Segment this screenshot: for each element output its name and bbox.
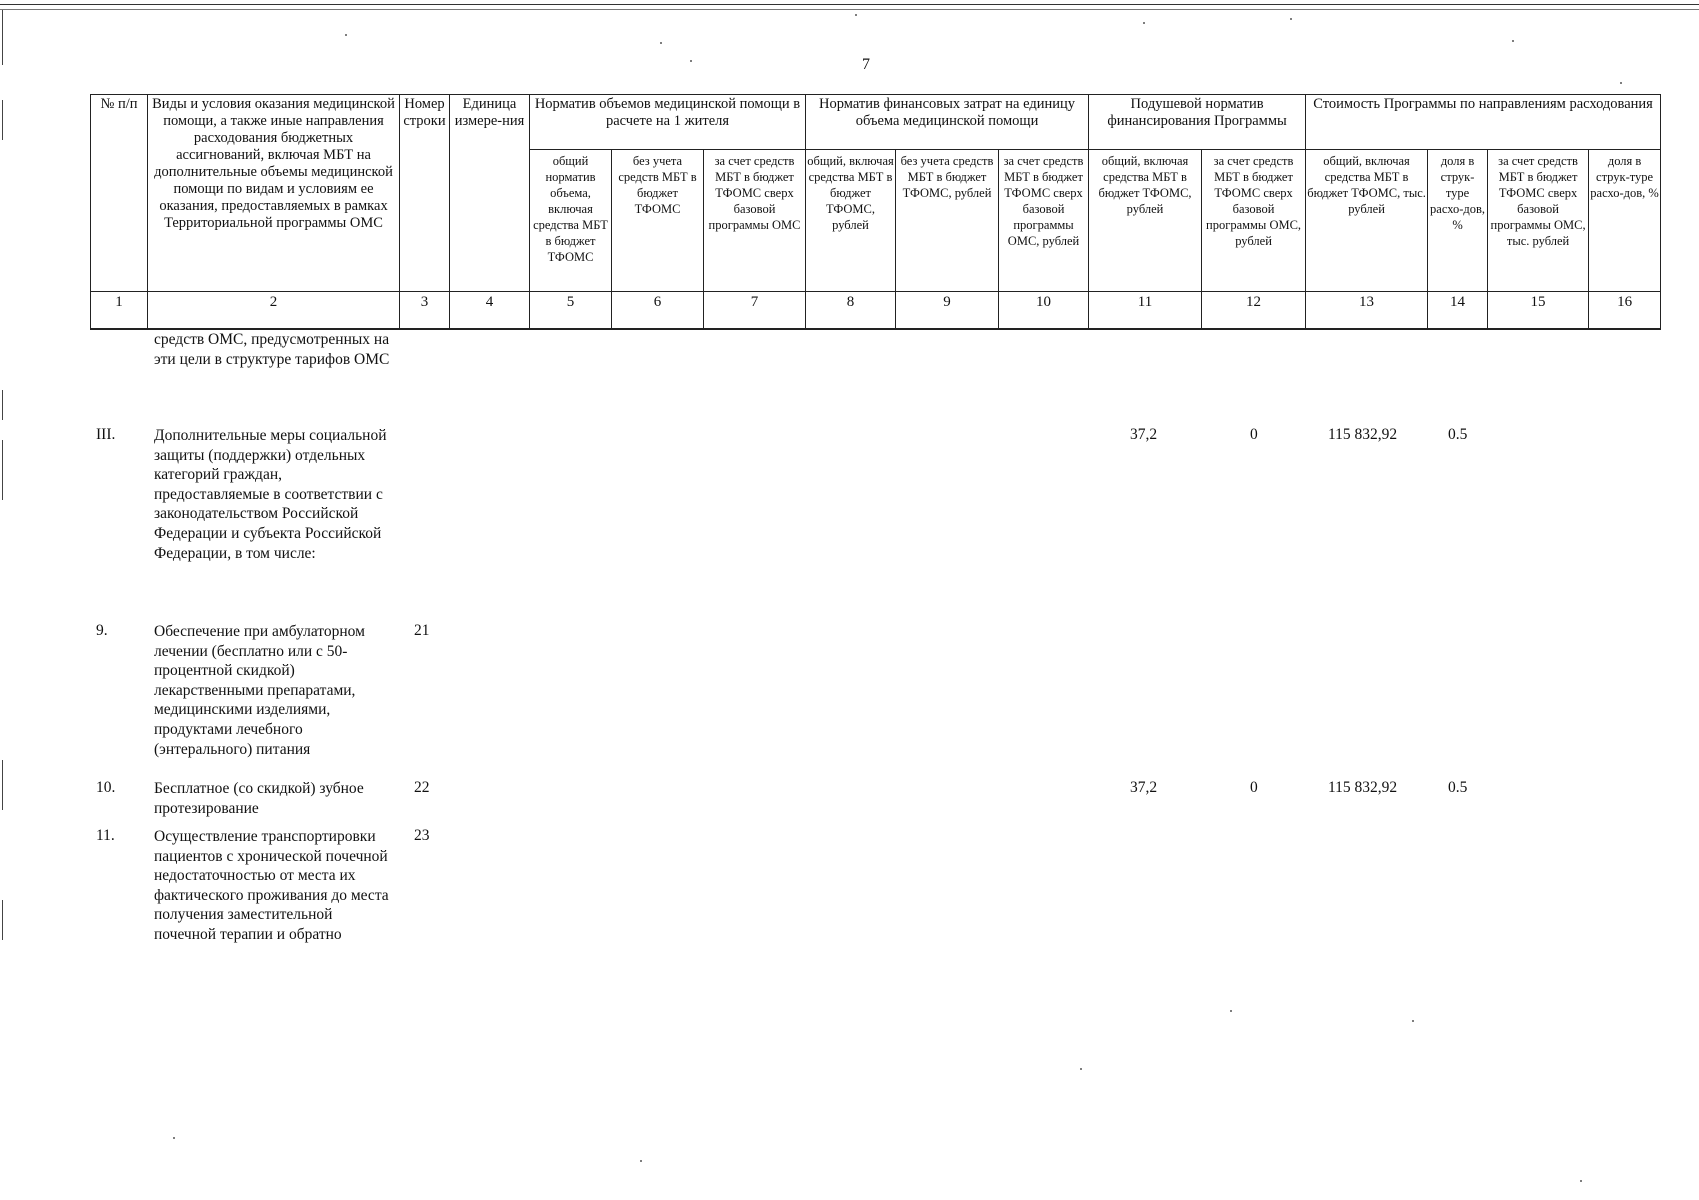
header-subcol: общий норматив объема, включая средства МБТ в бюджет ТФОМС [530, 150, 612, 292]
row-number: III. [96, 426, 116, 443]
column-number: 8 [806, 292, 896, 330]
header-subcol: за счет средств МБТ в бюджет ТФОМС сверх базовой программы ОМС, рублей [999, 150, 1089, 292]
header-subcol: доля в струк-туре расхо-дов, % [1428, 150, 1488, 292]
header-col-types: Виды и условия оказания медицинской помощи, а также иные направления расходования бюджетных ассигнований, включая МБТ на дополнительные объемы медицинской помощи по видам и условиям ее оказания, предоставляемых в рамках Территориальной программы ОМС [148, 95, 400, 292]
row-percapita-mbt: 0 [1250, 426, 1258, 443]
scan-speck [1580, 1180, 1582, 1182]
scan-speck [1412, 1020, 1414, 1022]
row-cost-total: 115 832,92 [1328, 779, 1398, 796]
scan-top-border [0, 9, 1699, 10]
scan-speck [1230, 1010, 1232, 1012]
row-percapita-mbt: 0 [1250, 779, 1258, 796]
header-subcol: общий, включая средства МБТ в бюджет ТФОМС, рублей [806, 150, 896, 292]
scan-top-border [0, 4, 1699, 5]
column-number: 15 [1488, 292, 1589, 330]
row-number: 11. [96, 827, 115, 844]
column-number: 5 [530, 292, 612, 330]
column-number: 7 [704, 292, 806, 330]
scan-speck [1143, 22, 1145, 24]
column-number: 3 [400, 292, 450, 330]
scan-speck [1512, 40, 1514, 42]
row-percapita-total: 37,2 [1130, 426, 1158, 443]
row-text: Бесплатное (со скидкой) зубное протезирование [154, 780, 364, 817]
header-subcol: за счет средств МБТ в бюджет ТФОМС сверх базовой программы ОМС, рублей [1202, 150, 1306, 292]
header-col-number: № п/п [91, 95, 148, 292]
header-col-unit: Единица измере-ния [450, 95, 530, 292]
header-group-total: Стоимость Программы по направлениям расходования [1306, 95, 1661, 150]
row-cost-share: 0.5 [1448, 779, 1468, 796]
row-line-number: 22 [414, 779, 430, 796]
header-subcol: доля в струк-туре расхо-дов, % [1589, 150, 1661, 292]
table-header [90, 94, 1661, 330]
header-subcol: без учета средств МБТ в бюджет ТФОМС, рублей [896, 150, 999, 292]
column-number: 14 [1428, 292, 1488, 330]
column-number: 1 [91, 292, 148, 330]
row-text: средств ОМС, предусмотренных на эти цели в структуре тарифов ОМС [154, 331, 390, 368]
scan-speck [1620, 82, 1622, 84]
header-col-line: Номер строки [400, 95, 450, 292]
row-text: Дополнительные меры социальной защиты (поддержки) отдельных категорий граждан, предоставляемые в соответствии с законодательством Российской Федерации и субъекта Российской Федерации, в том числе: [154, 427, 387, 562]
header-group-cost: Норматив финансовых затрат на единицу объема медицинской помощи [806, 95, 1089, 150]
column-number: 10 [999, 292, 1089, 330]
row-line-number: 23 [414, 827, 430, 844]
scan-speck [660, 42, 662, 44]
row-percapita-total: 37,2 [1130, 779, 1158, 796]
column-number: 6 [612, 292, 704, 330]
row-cost-total: 115 832,92 [1328, 426, 1398, 443]
column-number: 13 [1306, 292, 1428, 330]
scan-speck [1290, 18, 1292, 20]
scan-left-edge [2, 100, 3, 140]
column-number: 9 [896, 292, 999, 330]
column-number: 16 [1589, 292, 1661, 330]
scan-speck [640, 1160, 642, 1162]
scan-speck [173, 1137, 175, 1139]
row-cost-share: 0.5 [1448, 426, 1468, 443]
scan-left-edge [2, 10, 3, 65]
scan-speck [855, 14, 857, 16]
scan-left-edge [2, 760, 3, 810]
header-subcol: за счет средств МБТ в бюджет ТФОМС сверх базовой программы ОМС [704, 150, 806, 292]
header-group-volume: Норматив объемов медицинской помощи в расчете на 1 жителя [530, 95, 806, 150]
header-subcol: без учета средств МБТ в бюджет ТФОМС [612, 150, 704, 292]
scan-speck [345, 34, 347, 36]
scan-left-edge [2, 390, 3, 420]
header-group-percapita: Подушевой норматив финансирования Программы [1089, 95, 1306, 150]
row-text: Осуществление транспортировки пациентов с хронической почечной недостаточностью от места их фактического проживания до места получения заместительной почечной терапии и обратно [154, 828, 389, 943]
page-number: 7 [862, 56, 870, 73]
column-number: 4 [450, 292, 530, 330]
scan-speck [690, 60, 692, 62]
row-number: 9. [96, 622, 108, 639]
header-subcol: общий, включая средства МБТ в бюджет ТФОМС, рублей [1089, 150, 1202, 292]
scan-left-edge [2, 440, 3, 500]
row-line-number: 21 [414, 622, 430, 639]
column-number: 11 [1089, 292, 1202, 330]
row-number: 10. [96, 779, 116, 796]
column-number: 2 [148, 292, 400, 330]
column-number: 12 [1202, 292, 1306, 330]
header-subcol: за счет средств МБТ в бюджет ТФОМС сверх базовой программы ОМС, тыс. рублей [1488, 150, 1589, 292]
row-text: Обеспечение при амбулаторном лечении (бесплатно или с 50-процентной скидкой) лекарственными препаратами, медицинскими изделиями, продуктами лечебного (энтерального) питания [154, 623, 365, 758]
scan-left-edge [2, 900, 3, 940]
scan-speck [1080, 1068, 1082, 1070]
header-subcol: общий, включая средства МБТ в бюджет ТФОМС, тыс. рублей [1306, 150, 1428, 292]
